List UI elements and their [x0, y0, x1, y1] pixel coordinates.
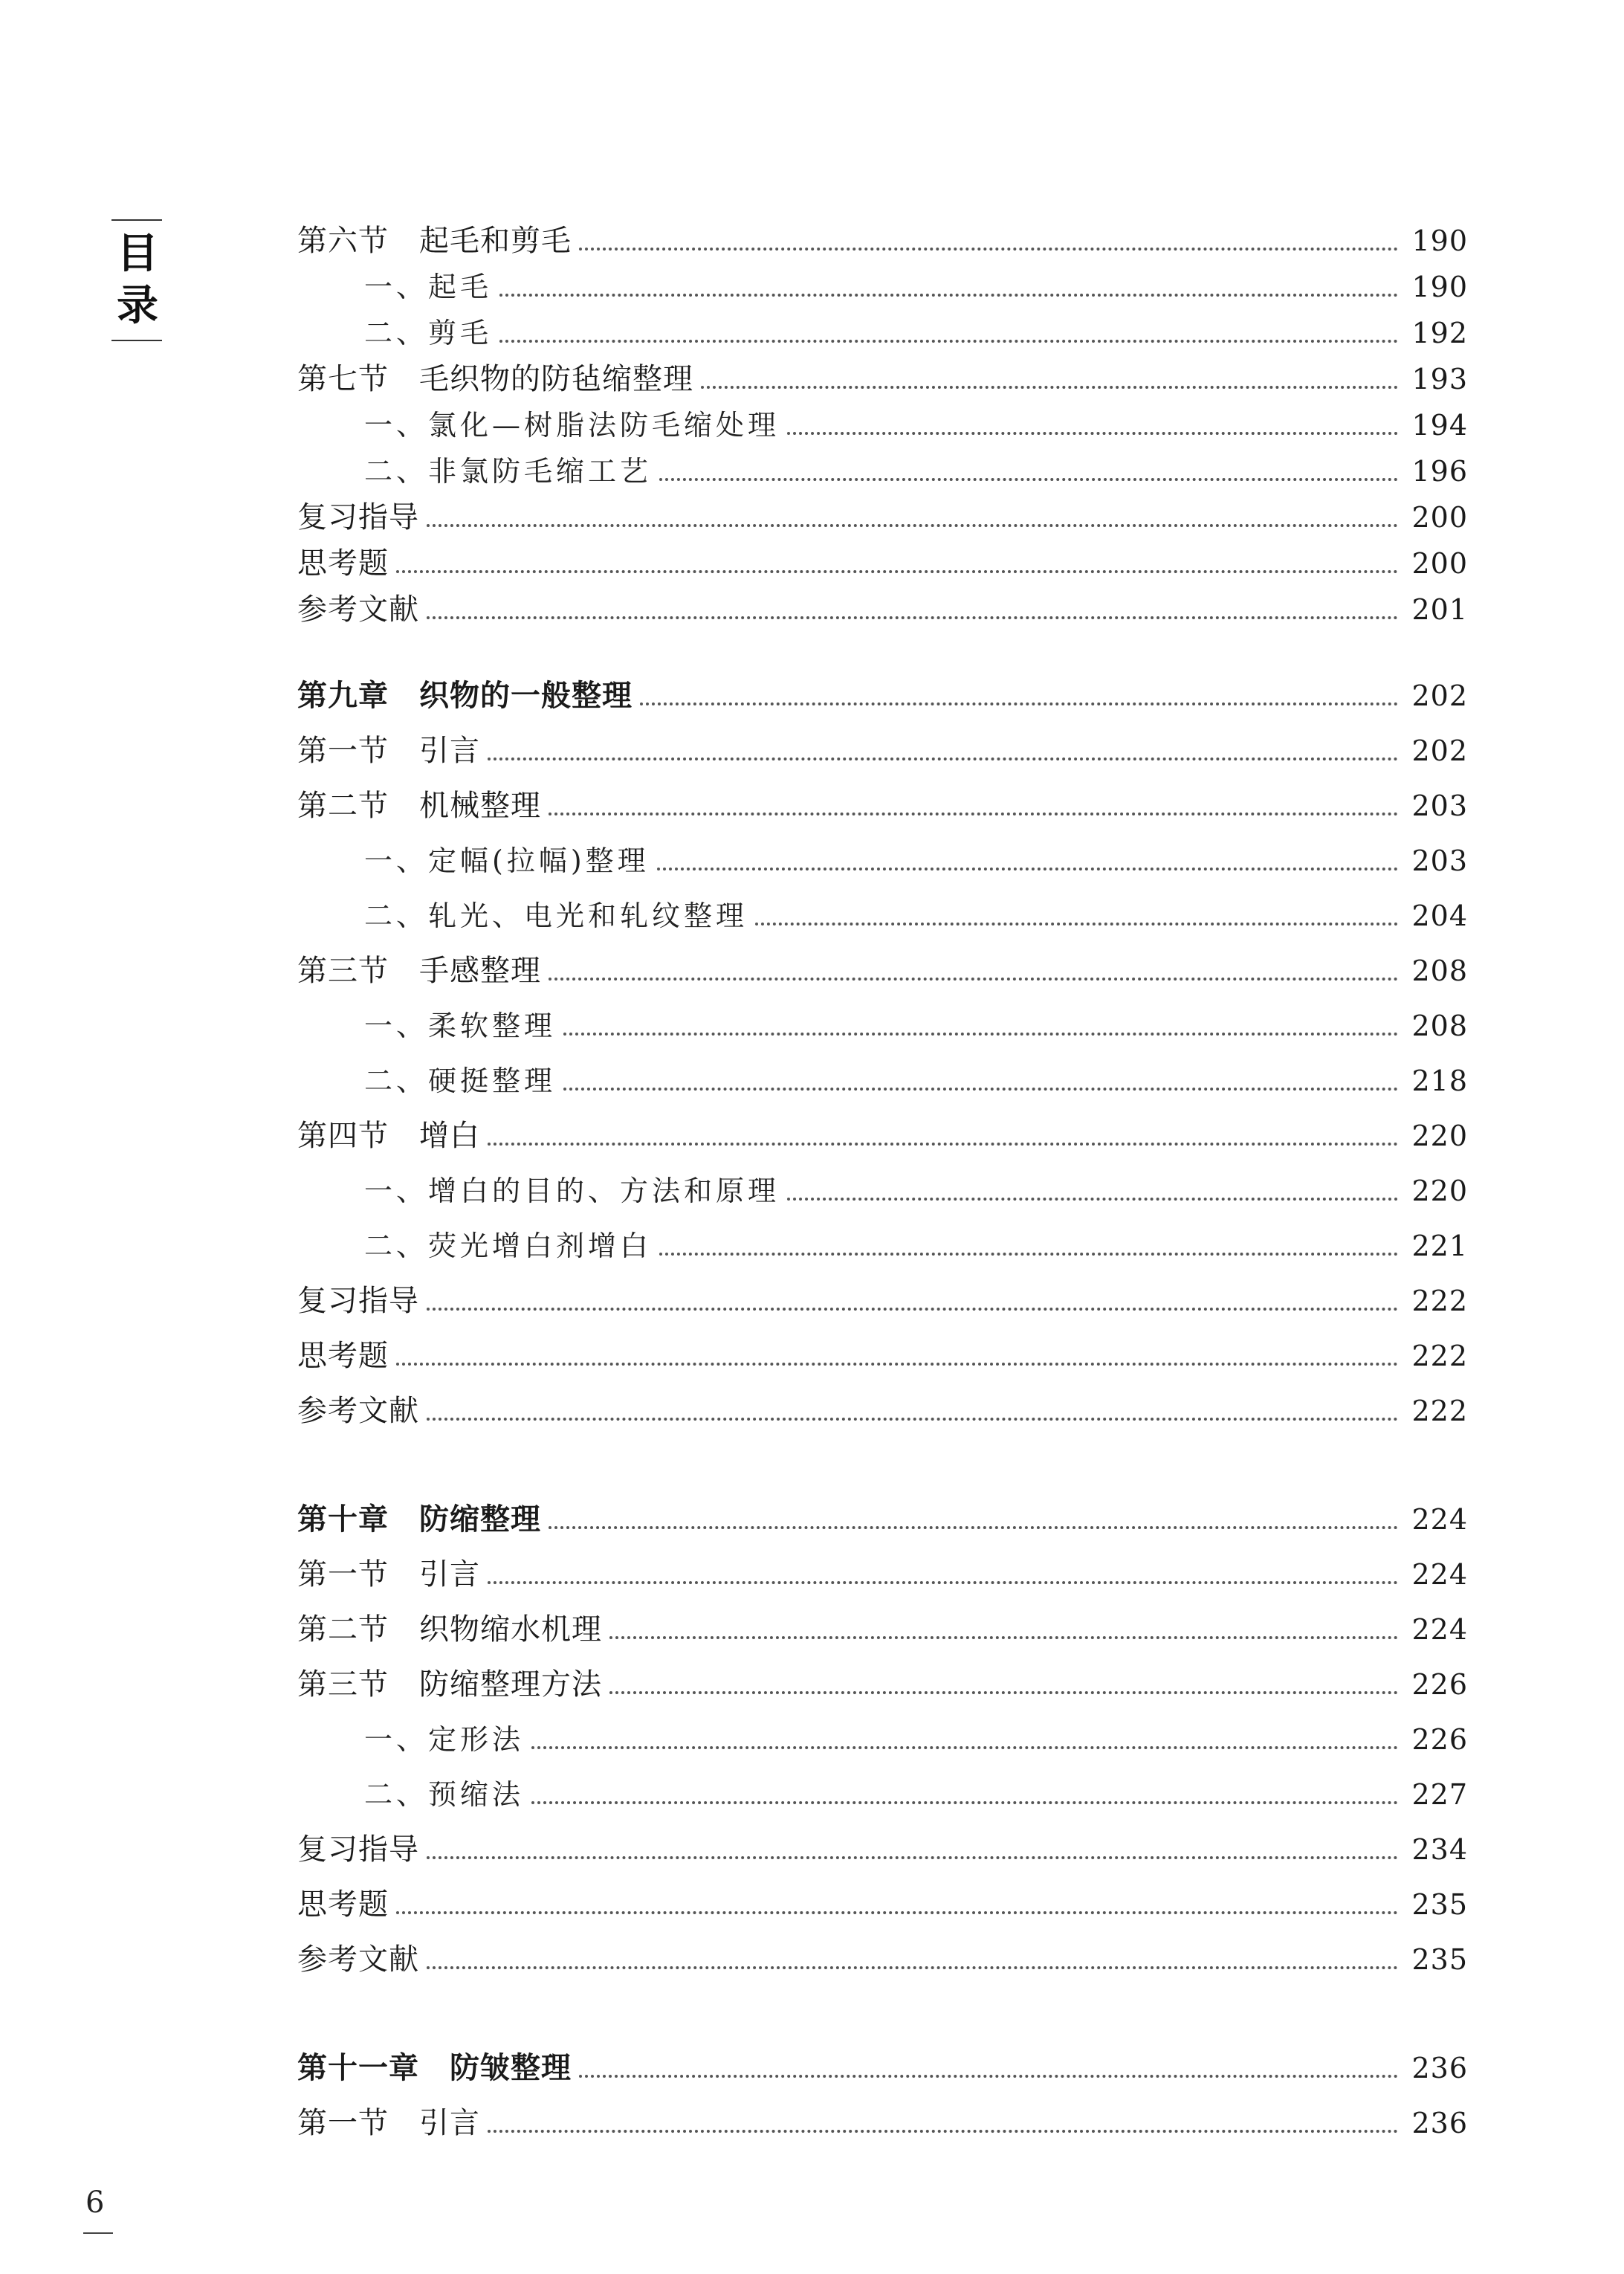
toc-entry-page: 224: [1411, 1503, 1468, 1536]
dot-leader: [396, 1363, 1398, 1366]
toc-entry-page: 226: [1411, 1723, 1468, 1756]
dot-leader: [531, 1746, 1398, 1749]
toc-entry-label: 参考文献: [297, 1942, 419, 1977]
dot-leader: [427, 1308, 1398, 1311]
toc-entry-label: 复习指导: [297, 1284, 419, 1318]
toc-entry-page: 193: [1411, 363, 1468, 395]
dot-leader: [657, 868, 1399, 870]
toc-entry-section[interactable]: [297, 785, 1468, 827]
toc-entry-section[interactable]: [297, 1939, 1468, 1980]
toc-entry-label: 一、定形法: [364, 1723, 525, 1756]
toc-entry-label: 二、硬挺整理: [364, 1065, 557, 1097]
toc-entry-sub[interactable]: [297, 1719, 1468, 1760]
toc-side-label: [111, 219, 164, 341]
dot-leader: [549, 1526, 1398, 1529]
toc-entry-label: 第二节 织物缩水机理: [297, 1612, 602, 1647]
dot-leader: [499, 340, 1398, 343]
toc-entry-page: 204: [1411, 899, 1468, 932]
toc-entry-chapter[interactable]: [297, 2047, 1468, 2089]
dot-leader: [563, 1033, 1398, 1036]
toc-entry-label: 第十一章 防皱整理: [297, 2051, 572, 2085]
toc-entry-chapter[interactable]: [297, 1499, 1468, 1540]
toc-entry-chapter[interactable]: [297, 675, 1468, 717]
toc-entry-section[interactable]: [297, 1554, 1468, 1595]
side-label-bottom-rule: [111, 340, 162, 341]
toc-entry-label: 一、起毛: [364, 271, 493, 303]
toc-entry-label: 思考题: [297, 546, 389, 581]
dot-leader: [640, 702, 1398, 705]
toc-entry-label: 第一节 引言: [297, 1557, 480, 1592]
toc-entry-page: 236: [1411, 2107, 1468, 2139]
dot-leader: [549, 813, 1398, 815]
dot-leader: [488, 1143, 1398, 1146]
side-label-top-rule: [111, 219, 162, 221]
toc-entry-page: 201: [1411, 593, 1468, 626]
toc-entry-page: 202: [1411, 734, 1468, 767]
toc-entry-label: 第二节 机械整理: [297, 789, 541, 823]
dot-leader: [531, 1801, 1398, 1804]
toc-entry-page: 190: [1411, 271, 1468, 303]
toc-entry-page: 226: [1411, 1668, 1468, 1701]
toc-entry-page: 227: [1411, 1778, 1468, 1811]
toc-entry-sub[interactable]: [297, 895, 1468, 937]
toc-entry-sub[interactable]: [297, 266, 1468, 308]
toc-entry-page: 236: [1411, 2052, 1468, 2084]
toc-entry-section[interactable]: [297, 1280, 1468, 1322]
toc-entry-page: 222: [1411, 1285, 1468, 1317]
side-label-char-1: 目: [117, 230, 158, 278]
toc-entry-section[interactable]: [297, 358, 1468, 400]
toc-entry-label: 二、剪毛: [364, 317, 493, 349]
toc-entry-label: 二、预缩法: [364, 1778, 525, 1811]
toc-entry-label: 第六节 起毛和剪毛: [297, 224, 572, 258]
dot-leader: [787, 1198, 1398, 1201]
toc-entry-page: 203: [1411, 844, 1468, 877]
dot-leader: [659, 1253, 1398, 1256]
toc-entry-sub[interactable]: [297, 312, 1468, 354]
toc-entry-label: 第四节 增白: [297, 1119, 480, 1153]
toc-entry-section[interactable]: [297, 1664, 1468, 1705]
toc-entry-label: 一、增白的目的、方法和原理: [364, 1175, 780, 1207]
toc-entry-sub[interactable]: [297, 404, 1468, 446]
dot-leader: [427, 1966, 1398, 1969]
toc-entry-sub[interactable]: [297, 1225, 1468, 1267]
dot-leader: [427, 616, 1398, 619]
dot-leader: [659, 478, 1398, 481]
toc-entry-sub[interactable]: [297, 1170, 1468, 1212]
toc-entry-section[interactable]: [297, 497, 1468, 538]
toc-entry-label: 思考题: [297, 1339, 389, 1373]
dot-leader: [563, 1088, 1398, 1091]
dot-leader: [488, 1581, 1398, 1584]
side-label-char-2: 录: [117, 282, 158, 330]
toc-entry-page: 192: [1411, 317, 1468, 349]
toc-entry-page: 200: [1411, 547, 1468, 580]
dot-leader: [787, 432, 1398, 435]
toc-entry-label: 一、定幅(拉幅)整理: [364, 844, 650, 877]
toc-entry-section[interactable]: [297, 1829, 1468, 1870]
toc-entry-label: 第一节 引言: [297, 2106, 480, 2140]
toc-entry-sub[interactable]: [297, 1060, 1468, 1102]
toc-entry-label: 第三节 防缩整理方法: [297, 1667, 602, 1702]
toc-entry-page: 234: [1411, 1833, 1468, 1866]
toc-entry-label: 二、轧光、电光和轧纹整理: [364, 899, 748, 932]
toc-entry-page: 235: [1411, 1888, 1468, 1921]
toc-entry-section[interactable]: [297, 1609, 1468, 1650]
toc-entry-section[interactable]: [297, 950, 1468, 992]
dot-leader: [427, 524, 1398, 527]
toc-entry-label: 二、荧光增白剂增白: [364, 1230, 653, 1262]
toc-entry-section[interactable]: [297, 589, 1468, 630]
toc-entry-page: 208: [1411, 955, 1468, 987]
toc-entry-page: 224: [1411, 1613, 1468, 1646]
toc-entry-section[interactable]: [297, 220, 1468, 262]
dot-leader: [396, 570, 1398, 573]
toc-entry-page: 220: [1411, 1175, 1468, 1207]
page-number-rule: [83, 2232, 113, 2234]
toc-entry-label: 参考文献: [297, 1394, 419, 1428]
toc-entry-label: 第三节 手感整理: [297, 954, 541, 988]
toc-entry-page: 203: [1411, 789, 1468, 822]
toc-entry-label: 第一节 引言: [297, 734, 480, 768]
toc-entry-sub[interactable]: [297, 1005, 1468, 1047]
toc-entry-page: 221: [1411, 1230, 1468, 1262]
toc-entry-section[interactable]: [297, 2102, 1468, 2144]
dot-leader: [609, 1636, 1398, 1639]
toc-entry-page: 200: [1411, 501, 1468, 534]
toc-entry-page: 194: [1411, 409, 1468, 442]
toc-entry-label: 一、氯化—树脂法防毛缩处理: [364, 409, 780, 442]
toc-entry-label: 复习指导: [297, 1832, 419, 1867]
dot-leader: [755, 923, 1398, 926]
dot-leader: [396, 1911, 1398, 1914]
toc-entry-label: 参考文献: [297, 592, 419, 627]
toc-entry-sub[interactable]: [297, 1774, 1468, 1815]
dot-leader: [499, 294, 1398, 297]
toc-entry-section[interactable]: [297, 1390, 1468, 1432]
toc-entry-page: 224: [1411, 1558, 1468, 1591]
toc-entry-section[interactable]: [297, 1335, 1468, 1377]
toc-entry-page: 196: [1411, 455, 1468, 488]
toc-entry-page: 218: [1411, 1065, 1468, 1097]
dot-leader: [427, 1856, 1398, 1859]
dot-leader: [579, 2075, 1398, 2078]
toc-entry-label: 第七节 毛织物的防毡缩整理: [297, 362, 693, 396]
toc-entry-label: 一、柔软整理: [364, 1010, 557, 1042]
dot-leader: [701, 386, 1398, 389]
dot-leader: [579, 248, 1398, 251]
toc-entry-sub[interactable]: [297, 840, 1468, 882]
dot-leader: [549, 978, 1398, 981]
page-number: 6: [85, 2186, 105, 2220]
toc-entry-label: 复习指导: [297, 500, 419, 534]
toc-entry-sub[interactable]: [297, 450, 1468, 492]
toc-entry-section[interactable]: [297, 543, 1468, 584]
dot-leader: [427, 1418, 1398, 1421]
toc-entry-page: 190: [1411, 225, 1468, 257]
toc-entry-page: 220: [1411, 1120, 1468, 1152]
toc-entry-page: 208: [1411, 1010, 1468, 1042]
toc-entry-page: 222: [1411, 1395, 1468, 1427]
toc-entry-section[interactable]: [297, 1884, 1468, 1925]
toc-entry-page: 222: [1411, 1340, 1468, 1372]
dot-leader: [609, 1691, 1398, 1694]
toc-entry-section[interactable]: [297, 1115, 1468, 1157]
dot-leader: [488, 758, 1398, 760]
toc-entry-page: 202: [1411, 679, 1468, 712]
toc-entry-page: 235: [1411, 1943, 1468, 1976]
toc-entry-label: 思考题: [297, 1887, 389, 1922]
toc-entry-label: 二、非氯防毛缩工艺: [364, 455, 653, 488]
toc-entry-label: 第十章 防缩整理: [297, 1502, 541, 1537]
toc-entry-label: 第九章 织物的一般整理: [297, 679, 633, 713]
toc-entry-section[interactable]: [297, 730, 1468, 772]
dot-leader: [488, 2130, 1398, 2133]
